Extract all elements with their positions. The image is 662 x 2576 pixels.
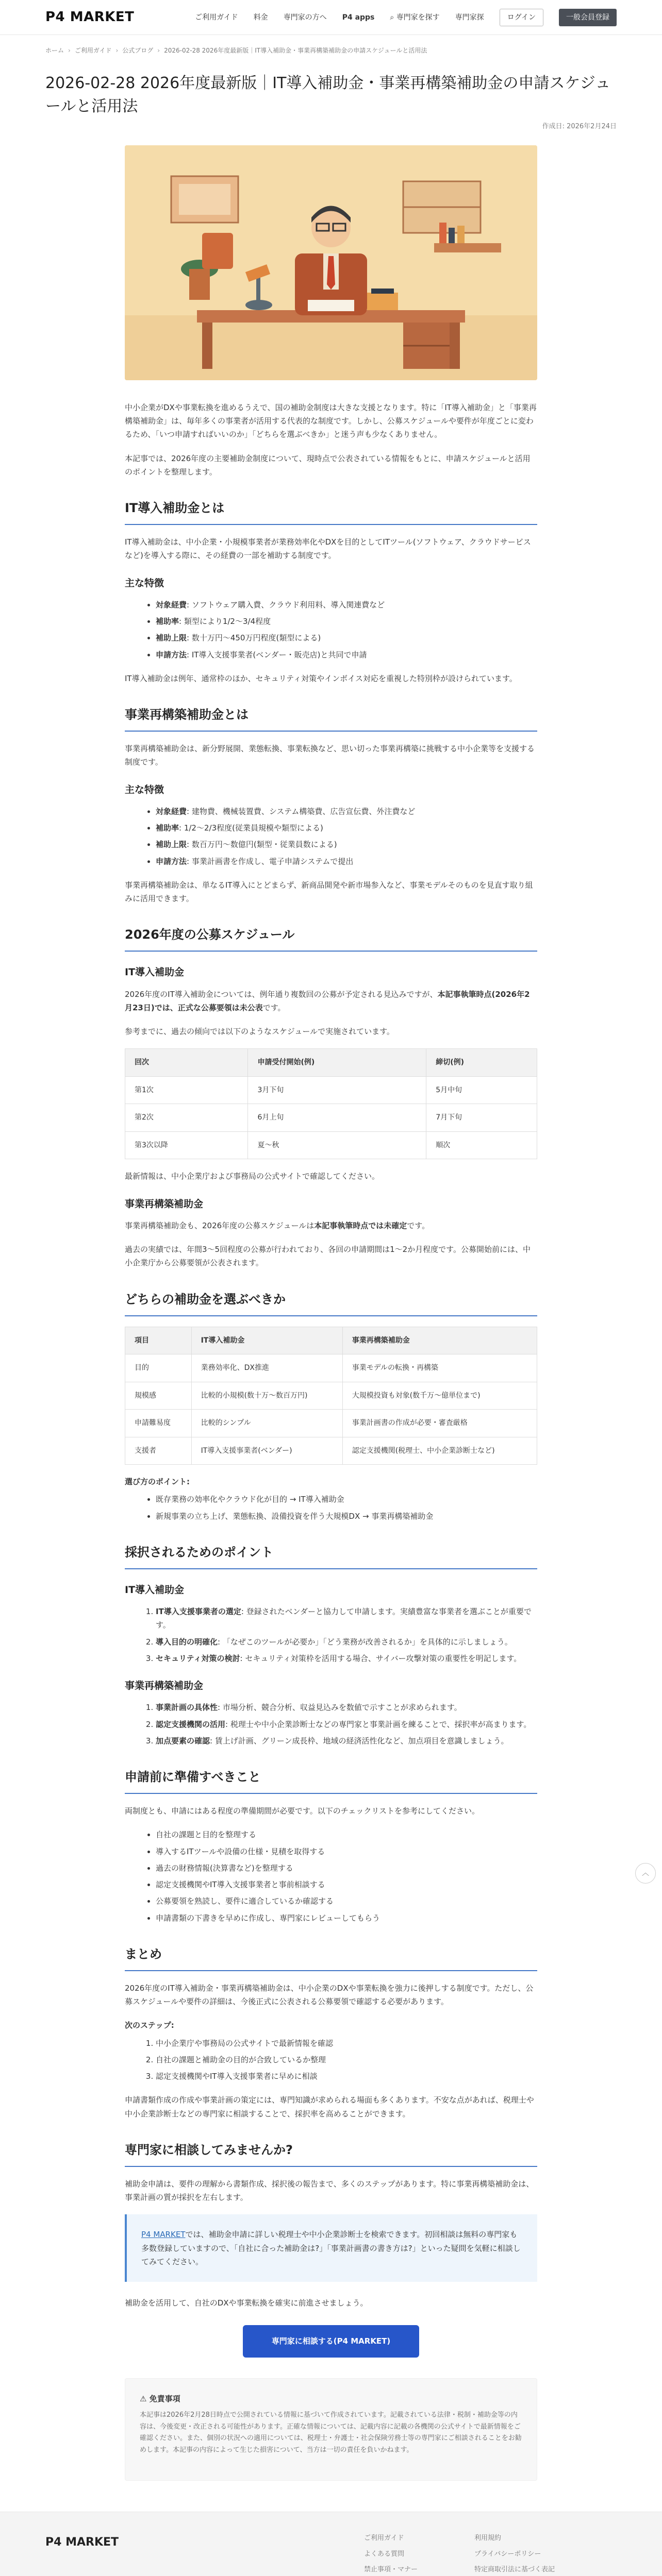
list-item: • 申請方法: IT導入支援事業者(ベンダー・販売店)と共同で申請	[156, 648, 537, 662]
table-row: 規模感 比較的小規模(数十万〜数百万円) 大規模投資も対象(数千万〜億単位まで)	[125, 1382, 537, 1410]
list-item: • 申請方法: 事業計画書を作成し、電子申請システムで提出	[156, 855, 537, 868]
list-item: • 公募要領を熟読し、要件に適合しているか確認する	[156, 1894, 537, 1908]
list-item: • 既存業務の効率化やクラウド化が目的 → IT導入補助金	[156, 1493, 537, 1506]
list-item: 3. セキュリティ対策の検討: セキュリティ対策枠を活用する場合、サイバー攻撃対策の重要性を明記します。	[156, 1652, 537, 1665]
tips-saikouchiku-heading: 事業再構築補助金	[125, 1680, 204, 1691]
list-item: • 自社の課題と目的を整理する	[156, 1828, 537, 1841]
list-item: 1. IT導入支援事業者の選定: 登録されたベンダーと協力して申請します。実績豊富な事業者を選ぶことが重要です。	[156, 1605, 537, 1632]
breadcrumb-guide[interactable]: ご利用ガイド	[74, 47, 112, 54]
list-item: • 過去の財務情報(決算書など)を整理する	[156, 1861, 537, 1875]
compare-points-label: 選び方のポイント:	[125, 1477, 190, 1486]
nav-pricing[interactable]: 料金	[253, 13, 268, 22]
consult-paragraph: 補助金申請は、要件の理解から書類作成、採択後の報告まで、多くのステップがあります。特に事業再構築補助金は、事業計画の質が採択を左右します。	[125, 2179, 534, 2202]
saikouchiku-note: 事業再構築補助金は、単なるIT導入にとどまらず、新商品開発や新市場参入など、事業モデルそのものを見直す取り組みに活用できます。	[125, 880, 533, 903]
tips-it-heading: IT導入補助金	[125, 1584, 185, 1596]
schedule-table	[125, 1048, 537, 1159]
prep-intro: 両制度とも、申請にはある程度の準備期間が必要です。以下のチェックリストを参考にしてください。	[125, 1806, 480, 1816]
footer-link-rules[interactable]: 禁止事項・マナー	[363, 2566, 418, 2574]
footer-link-guide[interactable]: ご利用ガイド	[363, 2534, 404, 2542]
list-item: 1. 事業計画の具体性: 市場分析、競合分析、収益見込みを数値で示すことが求められます。	[156, 1701, 537, 1714]
breadcrumb-separator-icon: ›	[115, 47, 119, 54]
section-heading-schedule: 2026年度の公募スケジュール	[125, 924, 537, 952]
section-heading-consult: 専門家に相談してみませんか?	[125, 2139, 537, 2167]
it-features-list	[156, 598, 537, 662]
summary-advice: 申請書類作成の作成や事業計画の策定には、専門知識が求められる場面も多くあります。不安な点があれば、税理士や中小企業診断士などの専門家に相談することで、採択率を高めることができます。	[125, 2095, 534, 2119]
footer-link-terms[interactable]: 利用規約	[474, 2534, 501, 2542]
section-heading-summary: まとめ	[125, 1943, 537, 1971]
article-body	[125, 401, 537, 2481]
it-note: IT導入補助金は例年、通常枠のほか、セキュリティ対策やインボイス対応を重視した特別枠が設けられています。	[125, 673, 517, 683]
list-item: • 補助上限: 数十万円〜450万円程度(類型による)	[156, 631, 537, 645]
table-row: 申請難易度 比較的シンプル 事業計画書の作成が必要・審査厳格	[125, 1410, 537, 1437]
list-item: • 補助上限: 数百万円〜数億円(類型・従業員数による)	[156, 838, 537, 851]
site-header	[0, 0, 662, 35]
footer-link-tokushoho[interactable]: 特定商取引法に基づく表記	[474, 2566, 555, 2574]
section-heading-prep: 申請前に準備すべきこと	[125, 1766, 537, 1794]
intro-paragraph-1: 中小企業がDXや事業転換を進めるうえで、国の補助金制度は大きな支援となります。特に「IT導入補助金」と「事業再構築補助金」は、毎年多くの事業者が活用する代表的な制度です。しかし、公募スケジュールや要件が年度ごとに変わるため、「いつ申請すればいいのか」「どちらを選ぶべきか」と迷う声も少なくありません。	[125, 402, 537, 439]
section-heading-saikouchiku: 事業再構築補助金とは	[125, 704, 537, 732]
footer-column-1	[364, 2533, 418, 2576]
saikouchiku-features-list	[156, 805, 537, 868]
section-heading-it: IT導入補助金とは	[125, 497, 537, 525]
footer-column-2	[474, 2533, 555, 2576]
site-footer	[0, 2512, 662, 2576]
search-icon: ⌕	[390, 13, 396, 22]
schedule-saikouchiku-heading: 事業再構築補助金	[125, 1198, 204, 1210]
list-item: 1. 中小企業庁や事務局の公式サイトで最新情報を確認	[156, 2037, 537, 2050]
breadcrumb-current: 2026-02-28 2026年度最新版｜IT導入補助金・事業再構築補助金の申請スケジュールと活用法	[164, 47, 427, 54]
chevron-up-icon: ︿	[642, 1869, 649, 1877]
nav-guide[interactable]: ご利用ガイド	[195, 13, 238, 22]
list-item: • 新規事業の立ち上げ、業態転換、設備投資を伴う大規模DX → 事業再構築補助金	[156, 1510, 537, 1523]
list-item: • 対象経費: 建物費、機械装置費、システム構築費、広告宣伝費、外注費など	[156, 805, 537, 818]
consult-closing: 補助金を活用して、自社のDXや事業転換を確実に前進させましょう。	[125, 2298, 368, 2308]
list-item: 3. 認定支援機関やIT導入支援事業者に早めに相談	[156, 2070, 537, 2083]
breadcrumb	[45, 35, 617, 61]
summary-paragraph: 2026年度のIT導入補助金・事業再構築補助金は、中小企業のDXや事業転換を強力に後押しする制度です。ただし、公募スケジュールや要件の詳細は、今後正式に公表される公募要領で確認する必要があります。	[125, 1983, 534, 2006]
list-item: 3. 加点要素の確認: 賃上げ計画、グリーン成長枠、地域の経済活性化など、加点項目を意識しましょう。	[156, 1734, 537, 1748]
list-item: 2. 認定支援機関の活用: 税理士や中小企業診断士などの専門家と事業計画を練ることで、採択率が高まります。	[156, 1718, 537, 1731]
schedule-it-paragraph: 2026年度のIT導入補助金については、例年通り複数回の公募が予定される見込みですが、本記事執筆時点(2026年2月23日)では、正式な公募要領は未公表です。	[125, 989, 530, 1012]
footer-logo[interactable]: P4 MARKET	[45, 2535, 119, 2549]
compare-table	[125, 1327, 537, 1465]
disclaimer-text: 本記事は2026年2月28日時点で公開されている情報に基づいて作成されています。記載されている法律・税制・補助金等の内容は、今後変更・改正される可能性があります。正確な情報については、記載内容に記載の各機関の公式サイトで最新情報をご確認ください。また、個別の状況への適用については、税理士・弁護士・社会保険労務士等の専門家にご相談されることをお勧めします。本記事の内容によって生じた損害について、当方は一切の責任を負いかねます。	[140, 2411, 522, 2454]
list-item: 2. 自社の課題と補助金の目的が合致しているか整理	[156, 2053, 537, 2066]
list-item: • 補助率: 類型により1/2〜3/4程度	[156, 615, 537, 628]
footer-link-privacy[interactable]: プライバシーポリシー	[474, 2550, 541, 2558]
compare-points-list	[156, 1493, 537, 1523]
breadcrumb-home[interactable]: ホーム	[45, 47, 64, 54]
table-row: 目的 業務効率化、DX推進 事業モデルの転換・再構築	[125, 1354, 537, 1382]
schedule-latest-info: 最新情報は、中小企業庁および事務局の公式サイトで確認してください。	[125, 1172, 379, 1181]
tips-saikouchiku-list	[156, 1701, 537, 1748]
main-content	[0, 35, 662, 2481]
article-date: 作成日: 2026年2月24日	[542, 123, 617, 130]
breadcrumb-blog[interactable]: 公式ブログ	[122, 47, 154, 54]
list-item: • 申請書類の下書きを早めに作成し、専門家にレビューしてもらう	[156, 1911, 537, 1925]
prep-checklist	[156, 1828, 537, 1925]
table-header-row: 回次 申請受付開始(例) 締切(例)	[125, 1049, 537, 1077]
disclaimer-title: ⚠ 免責事項	[140, 2394, 180, 2403]
hero-illustration	[125, 145, 537, 380]
list-item: 2. 導入目的の明確化: 「なぜこのツールが必要か」「どう業務が改善されるか」を具体的に示しましょう。	[156, 1635, 537, 1649]
it-features-heading: 主な特徴	[125, 577, 164, 589]
list-item: • 補助率: 1/2〜2/3程度(従業員規模や類型による)	[156, 821, 537, 835]
consult-callout: P4 MARKETでは、補助金申請に詳しい税理士や中小企業診断士を検索できます。初回相談は無料の専門家も多数登録していますので、「自社に合った補助金は?」「事業計画書の書き方は?」といった疑問を気軽に相談してみてください。	[125, 2214, 537, 2282]
schedule-it-heading: IT導入補助金	[125, 967, 185, 978]
page-title: 2026-02-28 2026年度最新版｜IT導入補助金・事業再構築補助金の申請スケジュールと活用法	[45, 74, 611, 115]
next-steps-label: 次のステップ:	[125, 2021, 174, 2030]
breadcrumb-separator-icon: ›	[68, 47, 71, 54]
list-item: • 認定支援機関やIT導入支援事業者と事前相談する	[156, 1878, 537, 1891]
intro-paragraph-2: 本記事では、2026年度の主要補助金制度について、現時点で公表されている情報をもとに、申請スケジュールと活用のポイントを整理します。	[125, 453, 531, 477]
saikouchiku-features-heading: 主な特徴	[125, 784, 164, 795]
register-button[interactable]: 一般会員登録	[559, 9, 617, 27]
table-row: 支援者 IT導入支援事業者(ベンダー) 認定支援機関(税理士、中小企業診断士など)	[125, 1437, 537, 1465]
next-steps-list	[156, 2037, 537, 2083]
nav-expert-registration[interactable]: 専門家探	[455, 13, 484, 22]
breadcrumb-separator-icon: ›	[157, 47, 160, 54]
office-worker-illustration	[125, 145, 537, 380]
table-row: 第3次以降 夏〜秋 順次	[125, 1131, 537, 1159]
footer-link-faq[interactable]: よくある質問	[363, 2550, 404, 2558]
nav-for-experts[interactable]: 専門家の方へ	[283, 13, 327, 22]
saikouchiku-description: 事業再構築補助金は、新分野展開、業態転換、事業転換など、思い切った事業再構築に挑戦する中小企業等を支援する制度です。	[125, 744, 535, 767]
section-heading-tips: 採択されるためのポイント	[125, 1541, 537, 1569]
disclaimer-box	[125, 2378, 537, 2481]
list-item: • 導入するITツールや設備の仕様・見積を取得する	[156, 1845, 537, 1858]
table-row: 第2次 6月上旬 7月下旬	[125, 1104, 537, 1132]
schedule-saikouchiku-paragraph: 事業再構築補助金も、2026年度の公募スケジュールは本記事執筆時点では未確定です。	[125, 1221, 430, 1230]
table-header-row: 項目 IT導入補助金 事業再構築補助金	[125, 1327, 537, 1354]
nav-p4-apps[interactable]: P4 apps	[342, 13, 375, 22]
table-row: 第1次 3月下旬 5月中旬	[125, 1076, 537, 1104]
list-item: • 対象経費: ソフトウェア購入費、クラウド利用料、導入関連費など	[156, 598, 537, 612]
tips-it-list	[156, 1605, 537, 1665]
it-description: IT導入補助金は、中小企業・小規模事業者が業務効率化やDXを目的としてITツール(ソフトウェア、クラウドサービスなど)を導入する際に、その経費の一部を補助する制度です。	[125, 537, 531, 561]
section-heading-compare: どちらの補助金を選ぶべきか	[125, 1289, 537, 1316]
login-button[interactable]: ログイン	[500, 9, 543, 27]
back-to-top-button[interactable]	[635, 1863, 656, 1884]
consult-expert-button[interactable]: 専門家に相談する(P4 MARKET)	[243, 2325, 420, 2357]
schedule-reference: 参考までに、過去の傾向では以下のようなスケジュールで実施されています。	[125, 1027, 394, 1036]
nav-search-experts[interactable]: ⌕ 専門家を探す	[390, 13, 440, 22]
schedule-saikouchiku-history: 過去の実績では、年間3〜5回程度の公募が行われており、各回の申請期間は1〜2か月程度です。公募開始前には、中小企業庁から公募要領が公表されます。	[125, 1245, 531, 1268]
p4-market-link[interactable]: P4 MARKET	[141, 2230, 186, 2240]
site-logo[interactable]: P4 MARKET	[45, 9, 135, 25]
main-nav	[195, 9, 617, 27]
